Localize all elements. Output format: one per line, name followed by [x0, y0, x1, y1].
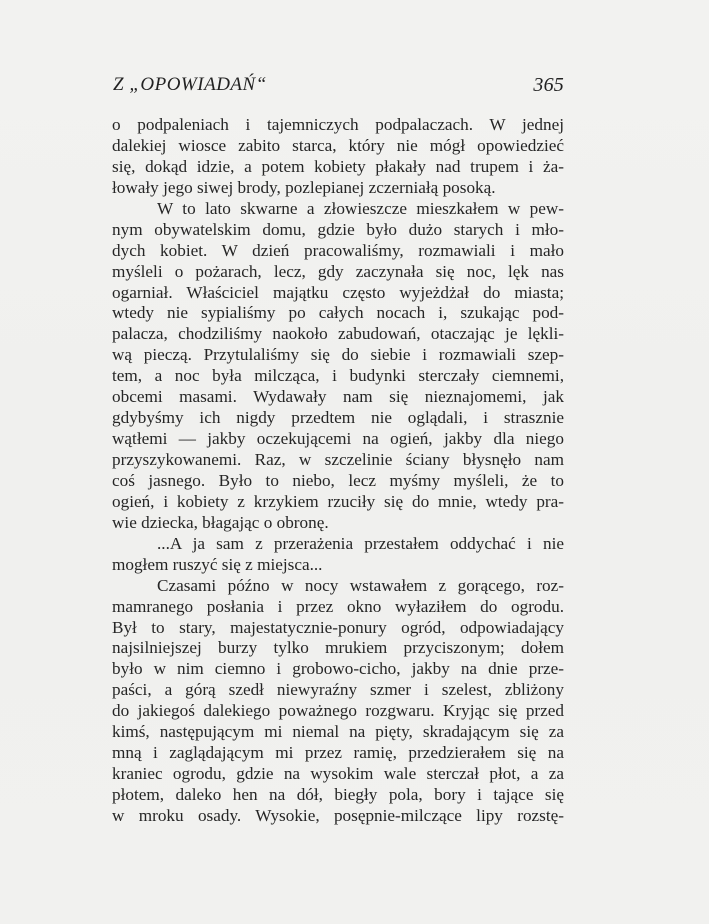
text-line: paści, a górą szedł niewyraźny szmer i szelest, zbliżony: [112, 680, 564, 700]
text-line: płotem, daleko hen na dół, biegły pola, bory i tające się: [112, 785, 564, 804]
text-line: o podpaleniach i tajemniczych podpalaczach. W jednej: [112, 115, 564, 134]
text-line: Był to stary, majestatycznie-ponury ogród, odpowiadający: [112, 617, 564, 637]
page-number: 365: [533, 74, 564, 96]
text-line: kimś, następującym mi niemal na pięty, skradającym się za: [112, 722, 564, 742]
text-line: wtedy nie sypialiśmy po całych nocach i, szukając pod-: [112, 303, 564, 323]
text-line: wie dziecka, błagając o obronę.: [112, 512, 329, 532]
text-line: się, dokąd idzie, a potem kobiety płakały nad trupem i ża-: [112, 156, 564, 176]
text-line: coś jasnego. Było to niebo, lecz myśmy myśleli, że to: [112, 470, 564, 490]
text-line: łowały jego siwej brody, pozlepianej zczerniałą posoką.: [112, 177, 496, 197]
text-line: gdybyśmy ich nigdy przedtem nie oglądali, i strasznie: [112, 408, 564, 428]
text-line: wątłemi — jakby oczekującemi na ogień, jakby dla niego: [112, 429, 564, 449]
text-line: nym obywatelskim domu, gdzie było dużo starych i mło-: [112, 219, 564, 239]
text-line: mną i zaglądającym mi przez ramię, przedzierałem się na: [112, 743, 564, 763]
paragraph-start-line: ...A ja sam z przerażenia przestałem oddychać i nie: [157, 533, 564, 553]
text-line: do jakiegoś dalekiego poważnego rozgwaru. Kryjąc się przed: [112, 701, 564, 721]
running-head: [113, 74, 564, 98]
text-line: dych kobiet. W dzień pracowaliśmy, rozmawiali i mało: [112, 240, 564, 260]
text-line: tem, a noc była milcząca, i budynki sterczały ciemnemi,: [112, 366, 564, 386]
text-line: ogarniał. Właściciel majątku często wyjeżdżał do miasta;: [112, 282, 564, 302]
running-title: Z „OPOWIADAŃ“: [113, 74, 267, 95]
paragraph-start-line: W to lato skwarne a złowieszcze mieszkałem w pew-: [157, 198, 564, 218]
text-line: przyszykowanemi. Raz, w szczelinie ściany błysnęło nam: [112, 450, 564, 469]
text-line: myśleli o pożarach, lecz, gdy zaczynała się noc, lęk nas: [112, 261, 564, 281]
text-line: dalekiej wiosce zabito starca, który nie mógł opowiedzieć: [112, 135, 564, 155]
text-line: mamranego posłania i przez okno wyłaziłem do ogrodu.: [112, 596, 564, 616]
text-line: było w nim ciemno i grobowo-cicho, jakby na dnie prze-: [112, 659, 564, 679]
paragraph-start-line: Czasami późno w nocy wstawałem z gorącego, roz-: [157, 575, 564, 595]
text-line: w mroku osady. Wysokie, posępnie-milczące lipy rozstę-: [112, 805, 564, 825]
text-line: najsilniejszej burzy tylko mrukiem przyciszonym; dołem: [112, 638, 564, 658]
text-line: palacza, chodziliśmy naokoło zabudowań, otaczając je lękli-: [112, 324, 564, 344]
body-text: [112, 115, 564, 827]
text-line: wą pieczą. Przytulaliśmy się do siebie i rozmawiali szep-: [112, 345, 564, 365]
text-line: ogień, i kobiety z krzykiem rzuciły się do mnie, wtedy pra-: [112, 491, 564, 511]
text-line: kraniec ogrodu, gdzie na wysokim wale sterczał płot, a za: [112, 764, 564, 784]
text-line: mogłem ruszyć się z miejsca...: [112, 554, 323, 574]
text-line: obcemi masami. Wydawały nam się nieznajomemi, jak: [112, 387, 564, 407]
